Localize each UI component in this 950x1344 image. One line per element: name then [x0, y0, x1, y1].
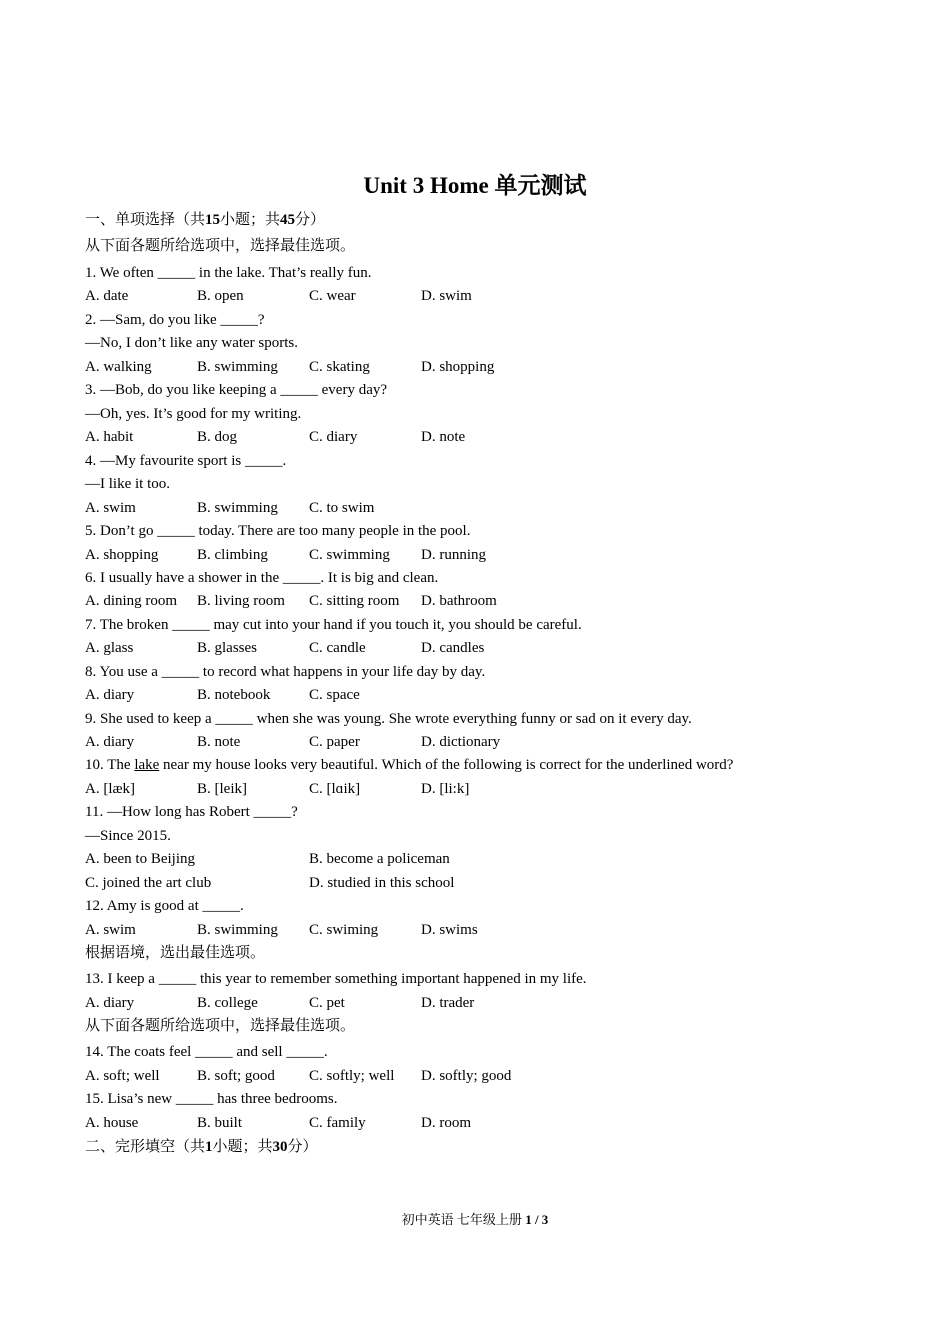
option-c: C. wear — [309, 288, 356, 304]
question-stem: 15. Lisa’s new _____ has three bedrooms. — [85, 1091, 338, 1107]
underlined-word: lake — [134, 757, 160, 773]
question-stem: 1. We often _____ in the lake. That’s really fun. — [85, 265, 372, 281]
option-b: B. become a policeman — [309, 851, 450, 867]
option-a: A. diary — [85, 734, 135, 750]
question-stem: 4. —My favourite sport is _____. — [85, 453, 287, 469]
instruction: 根据语境，选出最佳选项。 — [85, 945, 266, 961]
options-row — [85, 685, 421, 705]
option-d: D. swims — [421, 922, 478, 938]
question-stem: 2. —Sam, do you like _____? — [85, 312, 265, 328]
option-c: C. pet — [309, 995, 345, 1011]
option-c: C. candle — [309, 640, 366, 656]
option-a: A. date — [85, 288, 129, 304]
option-d: D. dictionary — [421, 734, 501, 750]
page-number: 1 / 3 — [525, 1212, 549, 1227]
options-row — [85, 1113, 533, 1133]
question-reply: —Oh, yes. It’s good for my writing. — [85, 406, 302, 422]
options-row — [85, 357, 533, 377]
option-a: A. diary — [85, 995, 135, 1011]
question-stem: 12. Amy is good at _____. — [85, 898, 244, 914]
option-c: C. [lɑik] — [309, 781, 361, 797]
options-row — [85, 993, 533, 1013]
options-row — [85, 591, 533, 611]
option-d: D. running — [421, 547, 486, 563]
option-c: C. family — [309, 1115, 366, 1131]
page-title: Unit 3 Home 单元测试 — [363, 173, 587, 198]
option-a: A. habit — [85, 429, 134, 445]
options-row — [85, 1066, 533, 1086]
option-b: B. [leik] — [197, 781, 247, 797]
option-b: B. glasses — [197, 640, 257, 656]
option-a: A. shopping — [85, 547, 159, 563]
question-stem: 9. She used to keep a _____ when she was young. She wrote everything funny or sad on it every day. — [85, 711, 692, 727]
option-d: D. shopping — [421, 359, 495, 375]
option-c: C. space — [309, 687, 360, 703]
options-row — [85, 498, 421, 518]
section-heading-1: 一、单项选择（共15小题；共45分） — [85, 212, 326, 228]
question-stem: 11. —How long has Robert _____? — [85, 804, 298, 820]
options-row — [85, 638, 533, 658]
option-a: A. glass — [85, 640, 134, 656]
page-footer — [0, 1210, 950, 1230]
option-a: A. dining room — [85, 593, 178, 609]
option-c: C. softly; well — [309, 1068, 395, 1084]
question-stem: 13. I keep a _____ this year to remember something important happened in my life. — [85, 971, 587, 987]
options-row — [85, 920, 533, 940]
options-row — [85, 286, 533, 306]
option-c: C. diary — [309, 429, 358, 445]
options-row — [85, 427, 533, 447]
question-stem: 10. The lake near my house looks very beautiful. Which of the following is correct for the underlined word? — [85, 757, 734, 773]
option-b: B. swimming — [197, 922, 278, 938]
option-d: D. studied in this school — [309, 875, 455, 891]
option-b: B. college — [197, 995, 258, 1011]
question-stem: 14. The coats feel _____ and sell _____. — [85, 1044, 328, 1060]
option-c: C. swiming — [309, 922, 379, 938]
option-c: C. paper — [309, 734, 360, 750]
option-d: D. trader — [421, 995, 475, 1011]
option-d: D. [li:k] — [421, 781, 470, 797]
option-b: B. built — [197, 1115, 243, 1131]
option-b: B. open — [197, 288, 244, 304]
option-b: B. dog — [197, 429, 238, 445]
options-row — [85, 732, 533, 752]
option-c: C. to swim — [309, 500, 375, 516]
option-a: A. walking — [85, 359, 152, 375]
question-stem: 5. Don’t go _____ today. There are too many people in the pool. — [85, 523, 471, 539]
options-row — [85, 849, 533, 869]
option-a: A. swim — [85, 922, 136, 938]
option-c: C. joined the art club — [85, 875, 212, 891]
option-d: D. swim — [421, 288, 472, 304]
option-a: A. diary — [85, 687, 135, 703]
question-stem: 6. I usually have a shower in the _____. It is big and clean. — [85, 570, 439, 586]
option-b: B. notebook — [197, 687, 271, 703]
option-d: D. softly; good — [421, 1068, 512, 1084]
footer-text: 初中英语 七年级上册 — [401, 1212, 522, 1227]
question-stem: 3. —Bob, do you like keeping a _____ every day? — [85, 382, 388, 398]
options-row — [85, 873, 533, 893]
option-d: D. bathroom — [421, 593, 497, 609]
instruction: 从下面各题所给选项中，选择最佳选项。 — [85, 1018, 356, 1034]
question-stem: 8. You use a _____ to record what happens in your life day by day. — [85, 664, 486, 680]
option-b: B. swimming — [197, 359, 278, 375]
option-d: D. room — [421, 1115, 471, 1131]
options-row — [85, 545, 533, 565]
option-b: B. soft; good — [197, 1068, 275, 1084]
option-c: C. sitting room — [309, 593, 400, 609]
options-row — [85, 779, 533, 799]
option-b: B. swimming — [197, 500, 278, 516]
option-b: B. note — [197, 734, 241, 750]
option-a: A. [læk] — [85, 781, 135, 797]
option-c: C. skating — [309, 359, 370, 375]
option-a: A. house — [85, 1115, 139, 1131]
option-d: D. candles — [421, 640, 485, 656]
instruction: 从下面各题所给选项中，选择最佳选项。 — [85, 238, 356, 254]
question-reply: —I like it too. — [85, 476, 170, 492]
option-b: B. living room — [197, 593, 285, 609]
question-reply: —Since 2015. — [85, 828, 171, 844]
question-stem: 7. The broken _____ may cut into your hand if you touch it, you should be careful. — [85, 617, 582, 633]
question-reply: —No, I don’t like any water sports. — [85, 335, 299, 351]
option-a: A. soft; well — [85, 1068, 160, 1084]
option-a: A. been to Beijing — [85, 851, 195, 867]
option-d: D. note — [421, 429, 466, 445]
option-a: A. swim — [85, 500, 136, 516]
option-b: B. climbing — [197, 547, 268, 563]
section-heading-2: 二、完形填空（共1小题；共30分） — [85, 1139, 318, 1155]
option-c: C. swimming — [309, 547, 390, 563]
